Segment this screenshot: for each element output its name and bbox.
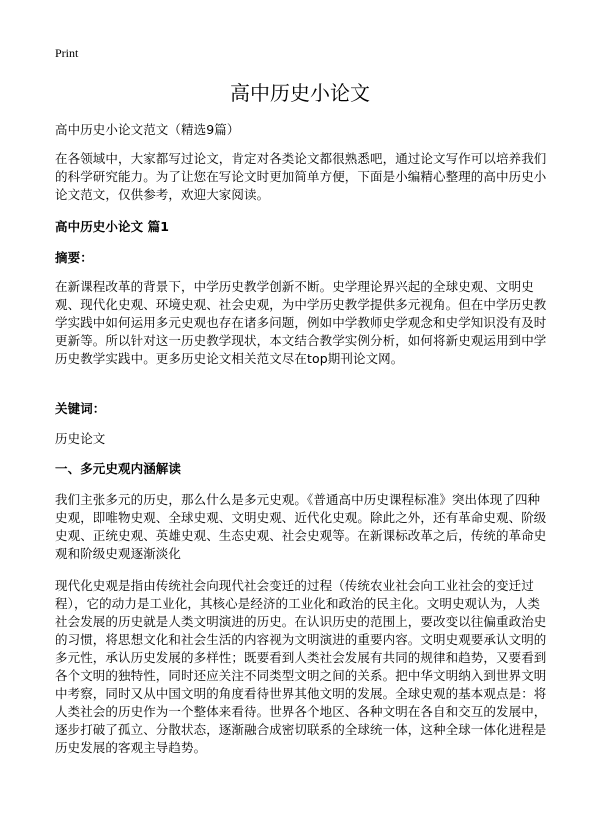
abstract-paragraph: 在新课程改革的背景下，中学历史教学创新不断。史学理论界兴起的全球史观、文明史观、现代化史观、环境史观、社会史观，为中学历史教学提供多元视角。但在中学历史教学实践中如何运用多元史观也存在诸多问题，例如中学教师史学观念和史学知识没有及时更新等。所以针对这一历史教学现状，本文结合教学实例分析，如何将新史观运用到中学历史教学实践中。更多历史论文相关范文尽在top期刊论文网。 — [55, 279, 547, 366]
keywords-text: 历史论文 — [55, 431, 106, 446]
abstract-heading: 摘要： — [55, 250, 93, 265]
body-paragraph: 现代化史观是指由传统社会向现代社会变迁的过程（传统农业社会向工业社会的变迁过程），它的动力是工业化，其核心是经济的工业化和政治的民主化。文明史观认为，人类社会发展的历史就是人类文明演进的历史。在认识历史的范围上，要改变以往偏重政治史的习惯，将思想文化和社会生活的内容视为文明演进的重要内容。文明史观要承认文明的多元性，承认历史发展的多样性；既要看到人类社会发展有共同的规律和趋势，又要看到各个文明的独特性，同时还应关注不同类型文明之间的关系。把中华文明纳入到世界文明中考察，同时又从中国文明的角度看待世界其他文明的发展。全球史观的基本观点是：将人类社会的历史作为一个整体来看待。世界各个地区、各种文明在各自和交互的发展中，逐步打破了孤立、分散状态，逐渐融合成密切联系的全球统一体，这种全球一体化进程是历史发展的客观主导趋势。 — [55, 578, 547, 755]
part-heading: 一、多元史观内涵解读 — [55, 461, 182, 476]
page-title: 高中历史小论文 — [230, 81, 370, 105]
body-paragraph: 我们主张多元的历史，那么什么是多元史观。《普通高中历史课程标准》突出体现了四种史观，即唯物史观、全球史观、文明史观、近代化史观。除此之外，还有革命史观、阶级史观、正统史观、英雄史观、生态史观、社会史观等。在新课标改革之后，传统的革命史观和阶级史观逐渐淡化 — [55, 492, 547, 561]
section-heading: 高中历史小论文 篇1 — [55, 219, 170, 234]
intro-paragraph: 在各领域中，大家都写过论文，肯定对各类论文都很熟悉吧，通过论文写作可以培养我们的科学研究能力。为了让您在写论文时更加简单方便，下面是小编精心整理的高中历史小论文范文，仅供参考，欢迎大家阅读。 — [55, 151, 547, 202]
print-link[interactable]: Print — [55, 46, 79, 60]
subtitle: 高中历史小论文范文（精选9篇） — [55, 122, 240, 137]
keywords-heading: 关键词： — [55, 401, 106, 416]
